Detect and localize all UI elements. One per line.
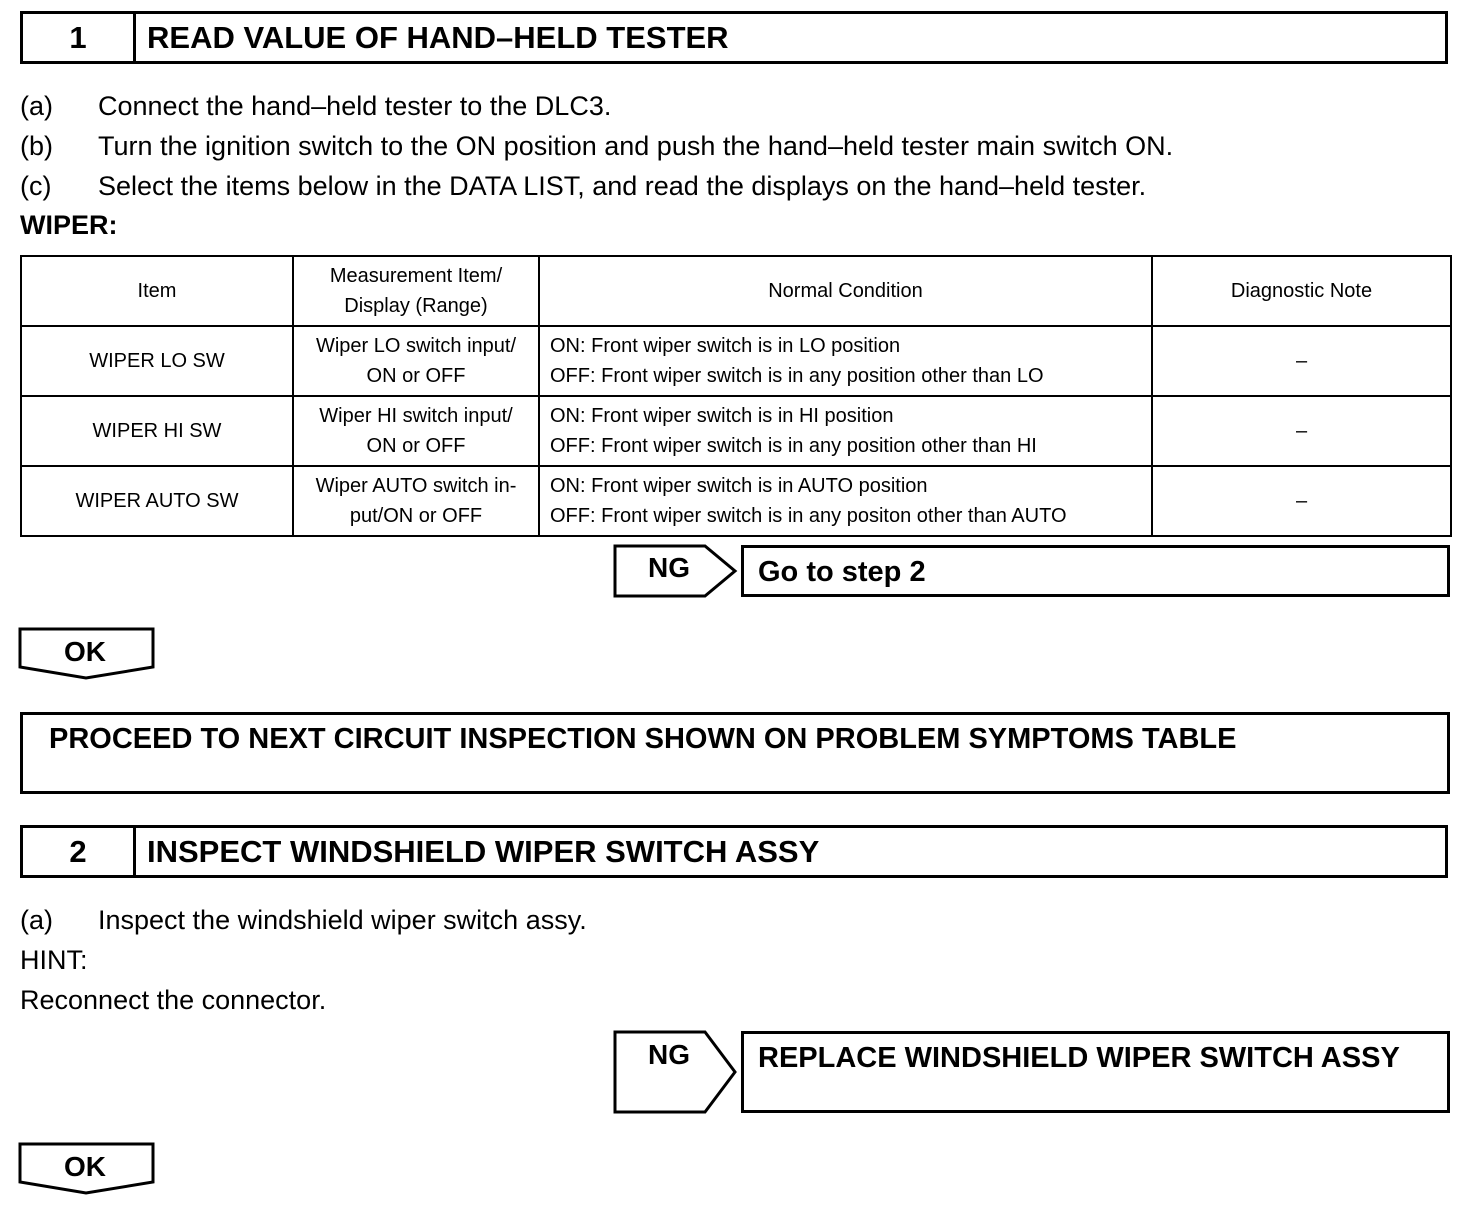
proceed-text: PROCEED TO NEXT CIRCUIT INSPECTION SHOWN ON PROBLEM SYMPTOMS TABLE <box>49 723 1237 755</box>
ok-label-step1: OK <box>64 636 106 667</box>
ng-result-box-step1 <box>741 545 1450 597</box>
table-row <box>21 466 1451 536</box>
row-condition <box>539 396 1152 466</box>
row-note: – <box>1152 396 1451 466</box>
ok-label-step2: OK <box>64 1151 106 1182</box>
row-measurement-line1: Wiper AUTO switch in- <box>315 475 517 497</box>
instruction-c <box>20 171 1146 202</box>
step-1-header <box>20 11 1448 64</box>
row-condition-off: OFF: Front wiper switch is in any position other than LO <box>550 365 1044 387</box>
header-normal-condition: Normal Condition <box>539 256 1152 326</box>
header-item: Item <box>21 256 293 326</box>
ng-result-text-step1: Go to step 2 <box>758 556 926 588</box>
hint-text: Reconnect the connector. <box>20 985 327 1015</box>
step-2-number: 2 <box>23 828 136 875</box>
row-measurement <box>293 396 539 466</box>
instruction-b <box>20 131 1173 162</box>
hint-label: HINT: <box>20 945 88 975</box>
step-2-title: INSPECT WINDSHIELD WIPER SWITCH ASSY <box>147 833 820 869</box>
header-measurement-line1: Measurement Item/ <box>329 265 503 287</box>
row-measurement-line2: ON or OFF <box>366 365 466 387</box>
ng-result-box-step2 <box>741 1031 1450 1113</box>
instruction-a-label: (a) <box>20 91 53 121</box>
instruction-b-label: (b) <box>20 131 53 161</box>
step-1-title: READ VALUE OF HAND–HELD TESTER <box>147 19 729 55</box>
header-measurement <box>293 256 539 326</box>
table-row <box>21 326 1451 396</box>
row-condition-on: ON: Front wiper switch is in HI position <box>550 405 894 427</box>
instruction-c-label: (c) <box>20 171 52 201</box>
instruction-b-text: Turn the ignition switch to the ON position and push the hand–held tester main switch ON. <box>98 131 1174 161</box>
step2-instruction-a-text: Inspect the windshield wiper switch assy. <box>98 905 587 935</box>
header-measurement-line2: Display (Range) <box>344 295 488 317</box>
row-item: WIPER AUTO SW <box>21 466 293 536</box>
row-measurement <box>293 326 539 396</box>
instruction-a <box>20 91 611 122</box>
step2-instruction-a <box>20 905 587 936</box>
row-note: – <box>1152 466 1451 536</box>
row-measurement-line1: Wiper HI switch input/ <box>319 405 513 427</box>
table-row <box>21 396 1451 466</box>
instruction-a-text: Connect the hand–held tester to the DLC3. <box>98 91 612 121</box>
data-list-table <box>20 255 1452 537</box>
step-2-header <box>20 825 1448 878</box>
row-item: WIPER LO SW <box>21 326 293 396</box>
row-measurement <box>293 466 539 536</box>
row-condition-on: ON: Front wiper switch is in LO position <box>550 335 901 357</box>
step2-instruction-a-label: (a) <box>20 905 53 935</box>
row-item: WIPER HI SW <box>21 396 293 466</box>
table-header-row <box>21 256 1451 326</box>
header-diagnostic-note: Diagnostic Note <box>1152 256 1451 326</box>
proceed-box <box>20 712 1450 794</box>
ng-label-step1: NG <box>648 552 690 583</box>
instruction-c-text: Select the items below in the DATA LIST, and read the displays on the hand–held tester. <box>98 171 1147 201</box>
row-measurement-line2: put/ON or OFF <box>349 505 483 527</box>
ng-label-step2: NG <box>648 1039 690 1070</box>
row-condition <box>539 466 1152 536</box>
section-label-wiper: WIPER: <box>20 210 118 240</box>
row-condition <box>539 326 1152 396</box>
step-1-number: 1 <box>23 14 136 61</box>
row-condition-off: OFF: Front wiper switch is in any position other than HI <box>550 435 1037 457</box>
ng-result-text-step2: REPLACE WINDSHIELD WIPER SWITCH ASSY <box>758 1042 1400 1074</box>
row-measurement-line1: Wiper LO switch input/ <box>315 335 517 357</box>
row-measurement-line2: ON or OFF <box>366 435 466 457</box>
row-condition-off: OFF: Front wiper switch is in any positon other than AUTO <box>550 505 1067 527</box>
row-note: – <box>1152 326 1451 396</box>
row-condition-on: ON: Front wiper switch is in AUTO position <box>550 475 928 497</box>
